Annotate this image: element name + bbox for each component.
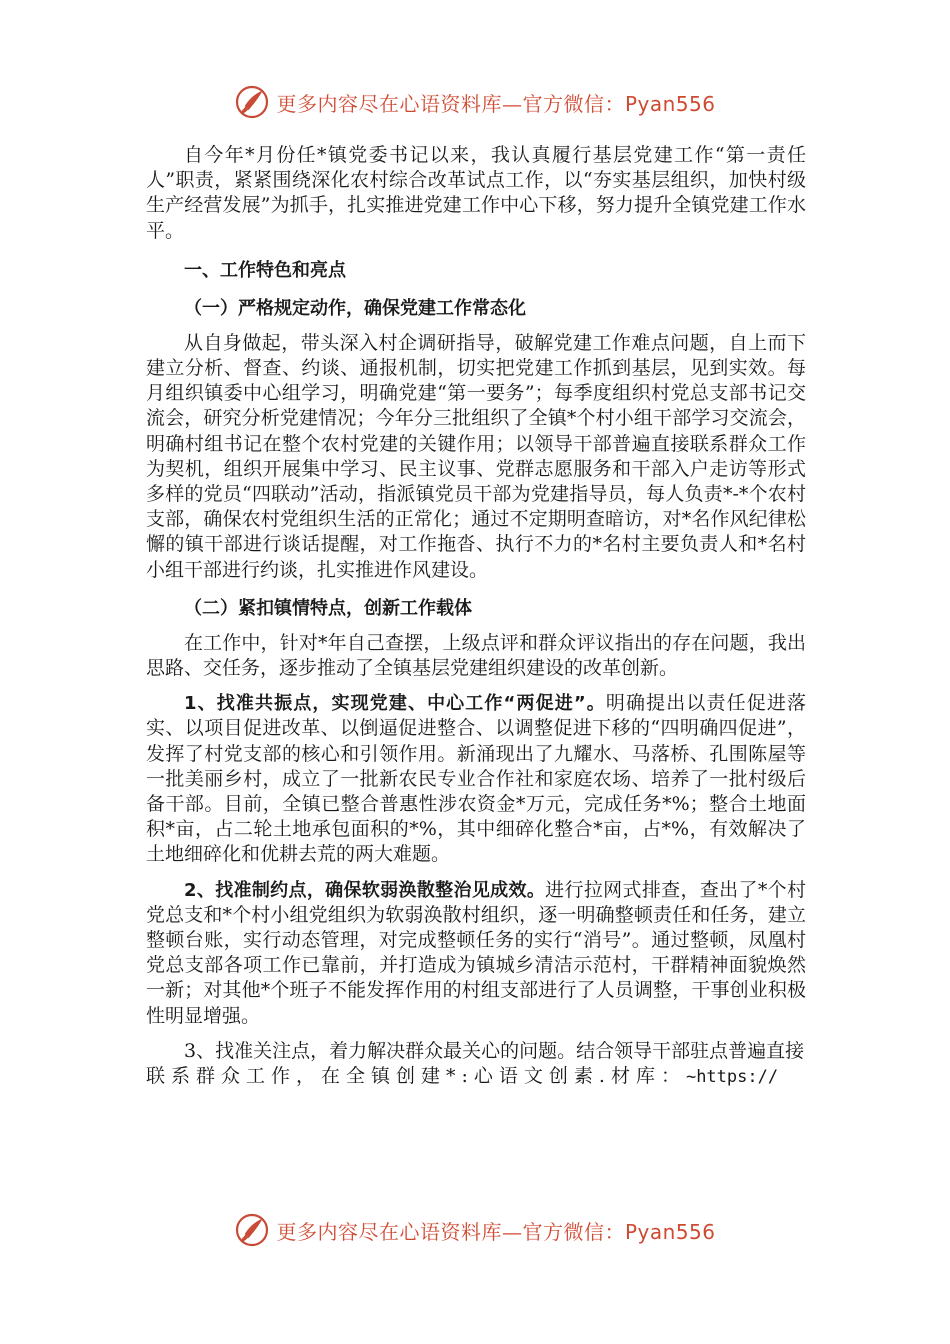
subsection-1-body: 从自身做起，带头深入村企调研指导，破解党建工作难点问题，自上而下建立分析、督查、约谈、通报机制，切实把党建工作抓到基层，见到实效。每月组织镇委中心组学习，明确党建“第一要务”；每季度组织村党总支部书记交流会，研究分析党建情况；今年分三批组织了全镇*个村小组干部学习交流会，明确村组书记在整个农村党建的关键作用；以领导干部普遍直接联系群众工作为契机，组织开展集中学习、民主议事、党群志愿服务和干部入户走访等形式多样的党员“四联动”活动，指派镇党员干部为党建指导员，每人负责*-*个农村支部，确保农村党组织生活的正常化；通过不定期明查暗访，对*名作风纪律松懈的镇干部进行谈话提醒，对工作拖沓、执行不力的*名村主要负责人和*名村小组干部进行约谈，扎实推进作风建设。 <box>146 331 806 581</box>
subsection-2-body: 在工作中，针对*年自己查摆，上级点评和群众评议指出的存在问题，我出思路、交任务，逐步推动了全镇基层党建组织建设的改革创新。 <box>146 631 806 680</box>
subsection-1-heading: （一）严格规定动作，确保党建工作常态化 <box>184 297 526 319</box>
subsection-2-heading: （二）紧扣镇情特点，创新工作载体 <box>184 597 472 619</box>
footer-banner <box>0 1210 950 1250</box>
item-2-paragraph <box>146 878 806 1029</box>
intro-paragraph: 自今年*月份任*镇党委书记以来，我认真履行基层党建工作“第一责任人”职责，紧紧围绕深化农村综合改革试点工作，以“夯实基层组织，加快村级生产经营发展”为抓手，扎实推进党建工作中心下移，努力提升全镇党建工作水平。 <box>146 144 806 242</box>
item-1-paragraph <box>146 691 806 867</box>
item-3-line-1: 3、找准关注点，着力解决群众最关心的问题。结合领导干部驻点普遍直接 <box>184 1039 805 1062</box>
header-banner <box>0 82 950 122</box>
banner-text: 更多内容尽在心语资料库—官方微信：Pyan556 <box>276 91 716 116</box>
section-1-heading: 一、工作特色和亮点 <box>184 259 346 281</box>
item-2-body: 进行拉网式排查，查出了*个村党总支和*个村小组党组织为软弱涣散村组织，逐一明确整顿责任和任务，建立整顿台账，实行动态管理，对完成整顿任务的实行“消号”。通过整顿，凤凰村党总支部各项工作已靠前，并打造成为镇城乡清洁示范村，干群精神面貌焕然一新；对其他*个班子不能发挥作用的村组支部进行了人员调整，干事创业积极性明显增强。 <box>146 878 806 1027</box>
quill-logo-icon <box>234 84 270 120</box>
item-3-line-2: 联系群众工作，在全镇创建*:心语文创素.材库：~https:// <box>146 1065 779 1088</box>
document-body <box>146 143 806 1090</box>
banner-text: 更多内容尽在心语资料库—官方微信：Pyan556 <box>276 1219 716 1244</box>
item-1-lead: 1、找准共振点，实现党建、中心工作“两促进”。 <box>184 693 606 715</box>
item-2-lead: 2、找准制约点，确保软弱涣散整治见成效。 <box>184 879 546 901</box>
item-1-body: 明确提出以责任促进落实、以项目促进改革、以倒逼促进整合、以调整促进下移的“四明确四促进”，发挥了村党支部的核心和引领作用。新涌现出了九耀水、马落桥、孔围陈屋等一批美丽乡村，成立了一批新农民专业合作社和家庭农场、培养了一批村级后备干部。目前，全镇已整合普惠性涉农资金*万元，完成任务*%；整合土地面积*亩，占二轮土地承包面积的*%，其中细碎化整合*亩，占*%，有效解决了土地细碎化和优耕去荒的两大难题。 <box>146 692 806 866</box>
quill-logo-icon <box>234 1212 270 1248</box>
